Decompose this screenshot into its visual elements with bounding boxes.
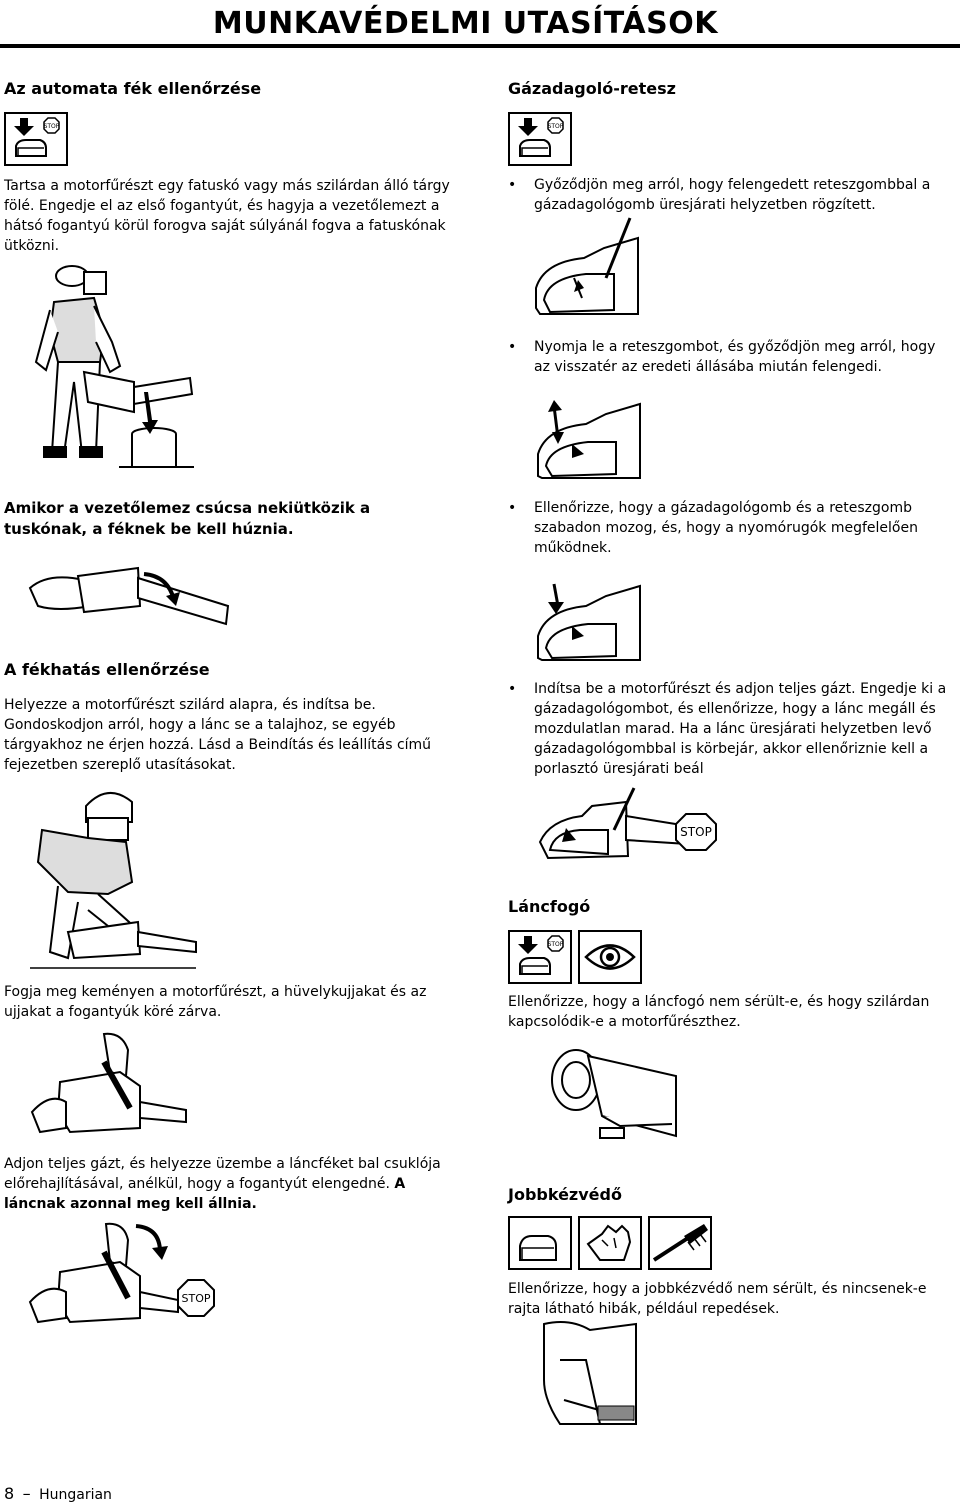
throttle-lock-illustration-2 [532,398,642,480]
eye-inspect-icon [578,930,642,984]
throttle-text-normal: Adjon teljes gázt, és helyezze üzembe a láncféket bal csuklója előrehajlításával, anélkül, hogy a fogantyút elengedné. [4,1156,441,1192]
stop-engine-icon [4,112,68,166]
page-number: 8 [4,1484,15,1503]
lockout-heading: Gázadagoló-retesz [508,79,676,98]
right-guard-illustration [540,1320,640,1430]
brush-icon [648,1216,712,1270]
right-guard-text: Ellenőrizze, hogy a jobbkézvédő nem sérült, és nincsenek-e rajta látható hibák, például repedések. [508,1281,927,1317]
throttle-lock-illustration-3 [532,580,642,662]
brake-effect-heading: A fékhatás ellenőrzése [4,660,210,679]
stump-test-illustration [24,262,204,477]
footer [4,1484,112,1503]
svg-text:STOP: STOP [547,941,564,948]
full-throttle-illustration [538,786,738,866]
brake-check-text: Tartsa a motorfűrészt egy fatuskó vagy más szilárdan álló tárgy fölé. Engedje el az első fogantyút, és hagyja a vezetőlemezt a hátsó fogantyú körül forogva saját súlyánál fogva a fatuskónak ütközni. [4,178,450,254]
svg-text:STOP: STOP [547,123,564,130]
stop-engine-icon-2 [508,112,572,166]
chain-catcher-text: Ellenőrizze, hogy a láncfogó nem sérült-e, és hogy szilárdan kapcsolódik-e a motorfűrészthez. [508,994,930,1030]
page-title: MUNKAVÉDELMI UTASÍTÁSOK [212,6,718,41]
grip-text: Fogja meg keményen a motorfűrészt, a hüvelykujjakat és az ujjakat a fogantyúk köré zárva. [4,984,427,1020]
saw-tip-illustration [28,566,238,636]
stop-engine-icon-3 [508,930,572,984]
wrist-brake-illustration [28,1222,228,1332]
lockout-bullet-3: • Ellenőrizze, hogy a gázadagológomb és a reteszgomb szabadon mozog, és, hogy a nyomórugók megfelelően működnek. [508,500,918,556]
svg-text:STOP: STOP [43,123,60,130]
brake-note: Amikor a vezetőlemez csúcsa nekiütközik a tuskónak, a féknek be kell húznia. [4,499,371,538]
svg-text:STOP: STOP [181,1292,211,1305]
title-rule [0,44,960,48]
hand-grip-illustration [30,1032,190,1142]
hand-guard-icon [508,1216,572,1270]
kneeling-start-illustration [28,782,198,972]
chain-catcher-illustration [548,1046,678,1146]
lockout-bullet-4: • Indítsa be a motorfűrészt és adjon teljes gázt. Engedje ki a gázadagológombot, és ellenőrizze, hogy a lánc megáll és mozdulatlan marad. Ha a lánc üresjárati helyzetben levő gázadagológombbal is körbejár, akkor ellenőriznie kell a porlasztó üresjárati beál [508,681,947,777]
lockout-bullet-1: • Győződjön meg arról, hogy felengedett reteszgombbal a gázadagológomb üresjárati helyzetben rögzített. [508,177,931,213]
footer-language: Hungarian [39,1487,112,1503]
right-guard-heading: Jobbkézvédő [508,1185,622,1204]
throttle-lock-illustration-1 [530,218,640,318]
glove-icon [578,1216,642,1270]
throttle-text-bold: A láncnak azonnal meg kell állnia. [4,1176,406,1212]
lockout-bullet-2: • Nyomja le a reteszgombot, és győződjön meg arról, hogy az visszatér az eredeti állásába miután felengedi. [508,339,936,375]
svg-text:STOP: STOP [680,825,712,839]
chain-catcher-heading: Láncfogó [508,897,591,916]
footer-dash: – [22,1484,31,1503]
throttle-text [4,1154,454,1214]
brake-effect-text: Helyezze a motorfűrészt szilárd alapra, és indítsa be. Gondoskodjon arról, hogy a lánc se a talajhoz, se egyéb tárgyakhoz ne érjen hozzá. Lásd a Beindítás és leállítás című fejezetben szereplő utasításokat. [4,697,432,773]
brake-check-heading: Az automata fék ellenőrzése [4,79,262,98]
